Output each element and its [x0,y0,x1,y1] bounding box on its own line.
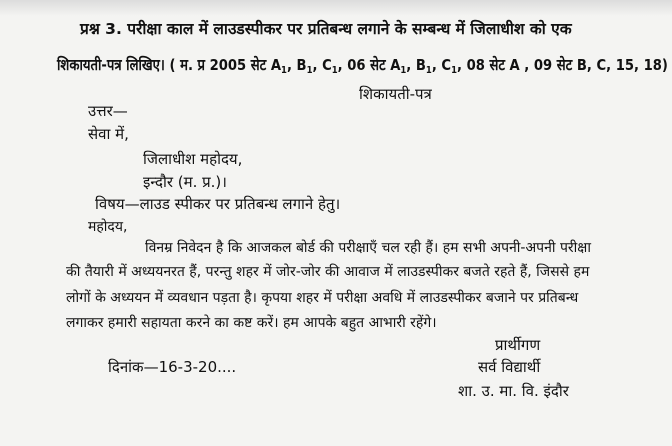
code-text: , B [286,56,307,74]
body-line-4: लगाकर हमारी सहायता करने का कष्ट करें। हम आपके बहुत आभारी रहेंगे। [66,315,437,331]
subscript-mark: 1 [451,65,457,76]
subscript-mark: 1 [425,65,432,76]
body-line-3: लोगों के अध्ययन में व्यवधान पड़ता है। कृपया शहर में परीक्षा अवधि में लाउडस्पीकर बजाने पर प्रतिबन्ध [66,290,579,306]
question-line-2 [57,55,668,81]
sender-school: शा. उ. मा. वि. इंदौर [458,382,569,400]
answer-label: उत्तर— [88,102,128,120]
subscript-mark: 1 [400,65,407,76]
letter-date: दिनांक—16-3-20.... [108,358,237,376]
subscript-mark: 1 [331,65,338,76]
addressee: जिलाधीश महोदय, [143,150,243,168]
subscript-mark: 1 [281,65,287,76]
code-text: , C [312,56,332,74]
question-line-2-text: शिकायती-पत्र लिखिए। ( म. प्र 2005 सेट A [57,56,282,74]
code-text: , 08 सेट A , 09 सेट B, C, 15, 18) [456,56,668,74]
body-line-1: विनम्र निवेदन है कि आजकल बोर्ड की परीक्षाएँ चल रही हैं। हम सभी अपनी-अपनी परीक्षा [145,240,591,256]
code-text: , B [406,56,426,74]
code-text: , C [431,56,452,74]
page-shadow [0,0,672,16]
letter-subject: विषय—लाउड स्पीकर पर प्रतिबन्ध लगाने हेतु। [95,195,341,213]
body-line-2: की तैयारी में अध्ययनरत हैं, परन्तु शहर में जोर-जोर की आवाज में लाउडस्पीकर बजते रहते हैं, जिससे हम [66,264,590,280]
salutation-to: सेवा में, [88,125,129,143]
question-line-2-codes [281,56,668,74]
sender-name: सर्व विद्यार्थी [478,358,541,376]
letter-greeting: महोदय, [88,219,128,235]
subscript-mark: 1 [306,65,313,76]
addressee-city: इन्दौर (म. प्र.)। [143,173,227,191]
letter-heading: शिकायती-पत्र [359,85,432,103]
code-text: , 06 सेट A [337,56,401,74]
letter-closing: प्रार्थीगण [495,336,541,354]
question-line-1: प्रश्न 3. परीक्षा काल में लाउडस्पीकर पर प्रतिबन्ध लगाने के सम्बन्ध में जिलाधीश को एक [80,20,572,38]
